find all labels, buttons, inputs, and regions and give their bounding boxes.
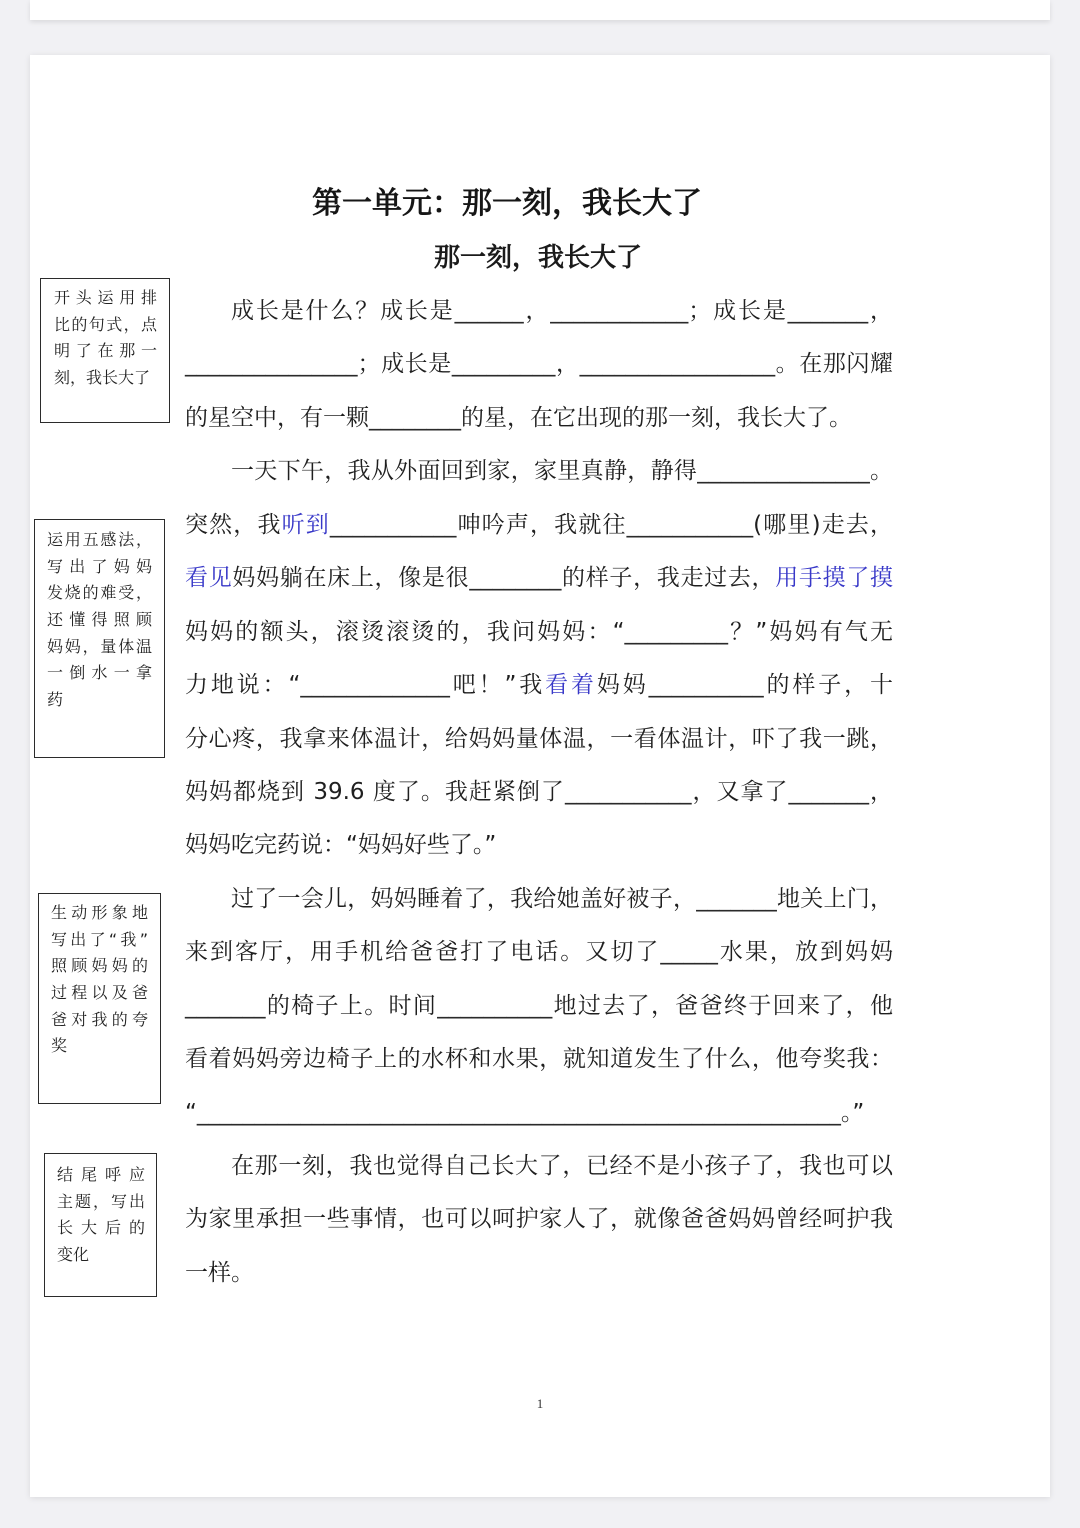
side-note-2 (34, 519, 165, 758)
text-run: (哪里)走去， (753, 511, 894, 538)
side-note-line: 发烧的难受， (47, 583, 152, 603)
text-run: ；成长是 (357, 351, 452, 378)
fill-in-blank: _________ (451, 351, 556, 378)
fill-in-blank: _______________ (697, 458, 870, 485)
text-line (185, 445, 893, 498)
text-run: “ (185, 1099, 197, 1126)
text-run: ， (555, 351, 580, 378)
text-run: 过了一会儿，妈妈睡着了，我给她盖好被子， (231, 885, 697, 912)
text-run: 为家里承担一些事情，也可以呵护家人了，就像爸爸妈妈曾经呵护我 (185, 1206, 893, 1233)
text-run: 妈妈的额头，滚烫滚烫的，我问妈妈：“ (185, 618, 625, 645)
text-run: 看着妈妈旁边椅子上的水杯和水果，就知道发生了什么，他夸奖我： (185, 1046, 893, 1073)
side-note-4 (44, 1153, 157, 1297)
text-run: 的样子，我走过去， (561, 565, 776, 592)
text-line (185, 659, 893, 712)
side-note-line: 奖 (51, 1036, 68, 1056)
text-run: 的样子，十 (763, 672, 894, 699)
side-note-line: 爸对我的夸 (51, 1009, 148, 1029)
side-note-line: 结尾呼应 (57, 1165, 145, 1184)
text-run: 妈妈吃完药说：“妈妈好些了。” (185, 832, 497, 859)
fill-in-blank: _______________ (185, 351, 358, 378)
text-run: 。 (869, 458, 894, 485)
text-run: 。在那闪耀 (775, 351, 894, 378)
text-run: 妈妈躺在床上，像是很 (232, 565, 470, 592)
side-note-line: 明了在那一 (54, 341, 157, 361)
highlighted-phrase: 看见 (185, 565, 233, 592)
text-line (185, 1087, 893, 1140)
text-run: 妈妈都烧到 39.6 度了。我赶紧倒了 (185, 778, 565, 805)
text-line (185, 499, 893, 552)
page-number: 1 (536, 1396, 544, 1411)
text-line (185, 1247, 893, 1300)
highlighted-phrase: 用手摸了摸 (775, 565, 894, 592)
text-line (185, 713, 893, 766)
text-run: 的椅子上。时间 (265, 992, 438, 1019)
fill-in-blank: ________ (369, 404, 461, 431)
text-run: 妈妈 (596, 672, 649, 699)
fill-in-blank: ______ (454, 298, 524, 324)
text-run: ， (523, 298, 551, 324)
text-run: ；成长是 (688, 298, 788, 324)
side-note-line: 还懂得照顾 (47, 610, 152, 630)
side-note-line: 写出了“我” (51, 929, 148, 949)
side-note-line: 妈妈，量体温 (47, 636, 152, 656)
side-note-line: 主题，写出 (57, 1191, 145, 1211)
text-line (185, 926, 893, 979)
fill-in-blank: _________ (624, 618, 729, 645)
highlighted-phrase: 听到 (281, 511, 330, 538)
fill-in-blank: ___________ (564, 778, 692, 805)
text-run: ？”妈妈有气无 (728, 618, 893, 645)
text-run: 吧！”我 (449, 672, 546, 699)
text-line (185, 285, 893, 338)
text-run: 的星，在它出现的那一刻，我长大了。 (461, 404, 852, 431)
fill-in-blank: __________ (648, 672, 764, 699)
side-note-1 (40, 278, 170, 423)
side-note-line: 照顾妈妈的 (51, 956, 148, 976)
fill-in-blank: ___________ (626, 511, 754, 538)
fill-in-blank: __________ (437, 992, 553, 1019)
text-line (185, 1140, 893, 1193)
fill-in-blank: _____________ (300, 672, 450, 699)
side-note-line: 长大后的 (57, 1218, 145, 1238)
side-note-line: 比的句式，点 (54, 314, 157, 334)
fill-in-blank: ____________ (550, 298, 689, 324)
side-note-line: 一倒水一拿 (47, 663, 152, 683)
text-run: 在那一刻，我也觉得自己长大了，已经不是小孩子了，我也可以 (231, 1153, 893, 1179)
essay-body (185, 285, 893, 1300)
fill-in-blank: _______ (696, 885, 777, 912)
side-note-line: 刻，我长大了 (54, 368, 151, 388)
side-note-line: 开头运用排 (54, 288, 157, 307)
text-line (185, 873, 893, 926)
text-run: 地过去了，爸爸终于回来了，他 (552, 992, 894, 1019)
side-note-line: 生动形象地 (51, 903, 148, 922)
text-line (185, 1193, 893, 1246)
text-run: 呻吟声，我就往 (456, 511, 627, 538)
text-run: 突然，我 (185, 511, 282, 538)
side-note-3 (38, 893, 161, 1104)
text-run: 一样。 (185, 1259, 254, 1286)
text-line (185, 766, 893, 819)
side-note-line: 变化 (57, 1245, 90, 1265)
side-note-line: 运用五感法， (47, 530, 152, 549)
fill-in-blank: ________ (469, 565, 562, 592)
fill-in-blank: _______ (185, 992, 266, 1019)
fill-in-blank: _________________ (579, 351, 776, 378)
fill-in-blank: ________________________________________________________ (196, 1099, 841, 1126)
page-title: 第一单元：那一刻，我长大了 (312, 186, 702, 221)
document-page (30, 55, 1050, 1497)
text-run: 分心疼，我拿来体温计，给妈妈量体温，一看体温计，吓了我一跳， (185, 725, 893, 752)
text-line (185, 338, 893, 391)
fill-in-blank: ___________ (329, 511, 457, 538)
side-note-line: 写出了妈妈 (47, 556, 152, 576)
text-run: 地关上门， (776, 885, 894, 912)
fill-in-blank: _______ (788, 778, 869, 805)
side-note-line: 药 (47, 690, 64, 710)
text-line (185, 606, 893, 659)
text-run: 力地说：“ (185, 672, 301, 699)
text-run: 成长是什么？成长是 (231, 298, 455, 324)
text-run: ， (869, 778, 894, 805)
text-run: 水果，放到妈妈 (717, 939, 894, 966)
fill-in-blank: _____ (660, 939, 718, 966)
text-run: 的星空中，有一颗 (185, 404, 369, 431)
text-line (185, 819, 893, 872)
text-line (185, 552, 893, 605)
text-run: 。” (840, 1099, 865, 1126)
essay-title: 那一刻，我长大了 (433, 243, 642, 273)
text-run: 一天下午，我从外面回到家，家里真静，静得 (231, 458, 698, 485)
text-run: ， (868, 298, 893, 324)
text-line (185, 980, 893, 1033)
highlighted-phrase: 看着 (545, 672, 597, 699)
text-run: ，又拿了 (691, 778, 789, 805)
text-line (185, 392, 893, 445)
side-note-line: 过程以及爸 (51, 983, 148, 1003)
fill-in-blank: _______ (787, 298, 869, 324)
previous-page-edge (30, 0, 1050, 20)
text-line (185, 1033, 893, 1086)
text-run: 来到客厅，用手机给爸爸打了电话。又切了 (185, 939, 661, 966)
